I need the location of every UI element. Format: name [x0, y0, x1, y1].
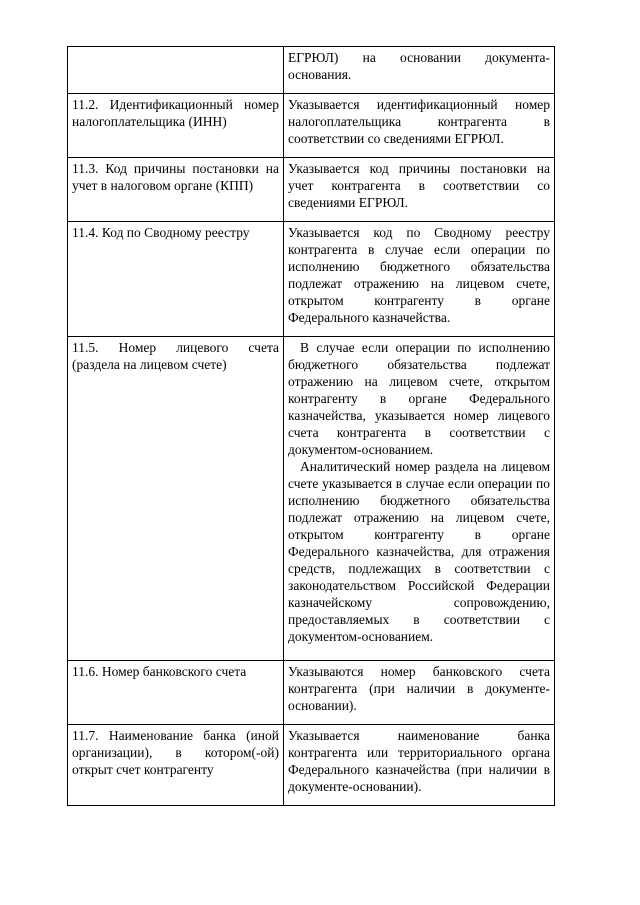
field-description-cell: Указывается идентификационный номер налогоплательщика контрагента в соответствии со сведениями ЕГРЮЛ.	[284, 94, 555, 158]
table-row	[68, 725, 555, 806]
requisites-table	[67, 46, 555, 806]
field-name-cell: 11.4. Код по Сводному реестру	[68, 222, 284, 337]
table-row	[68, 222, 555, 337]
field-description-cell: Указывается код по Сводному реестру контрагента в случае если операции по исполнению бюджетного обязательства подлежат отражению на лицевом счете, открытом контрагенту в органе Федерального казначейства.	[284, 222, 555, 337]
field-description-cell: ЕГРЮЛ) на основании документа-основания.	[284, 47, 555, 94]
table-row	[68, 47, 555, 94]
table-row	[68, 158, 555, 222]
field-name-cell: 11.7. Наименование банка (иной организации), в котором(-ой) открыт счет контрагенту	[68, 725, 284, 806]
field-description-cell	[284, 337, 555, 661]
field-description-cell: Указываются номер банковского счета контрагента (при наличии в документе-основании).	[284, 661, 555, 725]
table-row	[68, 661, 555, 725]
description-paragraph: В случае если операции по исполнению бюджетного обязательства подлежат отражению на лицевом счете, открытом контрагенту в органе Федерального казначейства, указывается номер лицевого счета контрагента в соответствии с документом-основанием.	[288, 340, 550, 457]
field-description-cell: Указывается наименование банка контрагента или территориального органа Федерального казначейства (при наличии в документе-основании).	[284, 725, 555, 806]
field-description-cell: Указывается код причины постановки на учет контрагента в соответствии со сведениями ЕГРЮЛ.	[284, 158, 555, 222]
table-row	[68, 337, 555, 661]
table-row	[68, 94, 555, 158]
field-name-cell: 11.3. Код причины постановки на учет в налоговом органе (КПП)	[68, 158, 284, 222]
field-name-cell: 11.6. Номер банковского счета	[68, 661, 284, 725]
description-paragraph: Аналитический номер раздела на лицевом счете указывается в случае если операции по исполнению бюджетного обязательства подлежат отражению на лицевом счете, открытом контрагенту в органе Федерального казначейства, для отражения средств, подлежащих в соответствии с законодательством Российской Федерации казначейскому сопровождению, предоставляемых в соответствии с документом-основанием.	[288, 459, 550, 644]
field-name-cell: 11.5. Номер лицевого счета (раздела на лицевом счете)	[68, 337, 284, 661]
field-name-cell: 11.2. Идентификационный номер налогоплательщика (ИНН)	[68, 94, 284, 158]
field-name-cell	[68, 47, 284, 94]
